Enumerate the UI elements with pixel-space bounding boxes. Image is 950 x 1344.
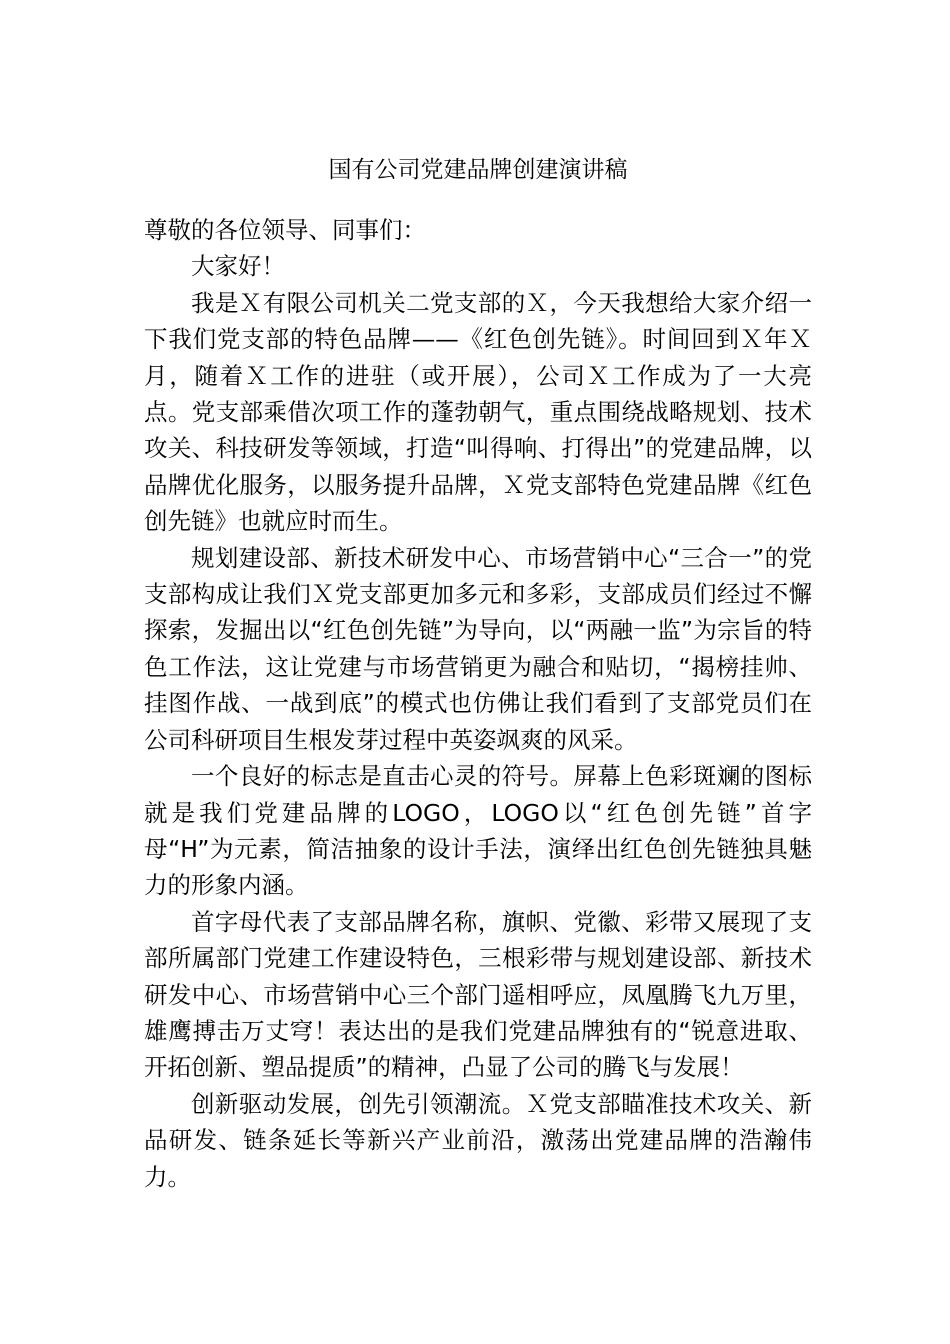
paragraph-innovation: 创新驱动发展，创先引领潮流。Ｘ党支部瞄准技术攻关、新品研发、链条延长等新兴产业前沿，激荡出党建品牌的浩瀚伟力。 — [144, 1089, 812, 1191]
paragraph-logo: 一个良好的标志是直击心灵的符号。屏幕上色彩斑斓的图标就是我们党建品牌的LOGO，LOGO以“红色创先链”首字母“H”为元素，简洁抽象的设计手法，演绎出红色创先链独具魅力的形象内涵。 — [144, 762, 812, 900]
paragraph-greeting: 大家好！ — [191, 252, 285, 281]
salutation: 尊敬的各位领导、同事们： — [144, 216, 426, 244]
document-page — [144, 150, 812, 1195]
paragraph-introduction: 我是Ｘ有限公司机关二党支部的Ｘ，今天我想给大家介绍一下我们党支部的特色品牌——《红色创先链》。时间回到Ｘ年Ｘ月，随着Ｘ工作的进驻（或开展），公司Ｘ工作成为了一大亮点。党支部乘借次项工作的蓬勃朝气，重点围绕战略规划、技术攻关、科技研发等领域，打造“叫得响、打得出”的党建品牌，以品牌优化服务，以服务提升品牌，Ｘ党支部特色党建品牌《红色创先链》也就应时而生。 — [144, 288, 812, 536]
document-title: 国有公司党建品牌创建演讲稿 — [328, 157, 628, 183]
paragraph-branch-structure: 规划建设部、新技术研发中心、市场营销中心“三合一”的党支部构成让我们Ｘ党支部更加多元和多彩，支部成员们经过不懈探索，发掘出以“红色创先链”为导向，以“两融一监”为宗旨的特色工作法，这让党建与市场营销更为融合和贴切，“揭榜挂帅、挂图作战、一战到底”的模式也仿佛让我们看到了支部党员们在公司科研项目生根发芽过程中英姿飒爽的风采。 — [144, 543, 812, 754]
paragraph-logo-meaning: 首字母代表了支部品牌名称，旗帜、党徽、彩带又展现了支部所属部门党建工作建设特色，三根彩带与规划建设部、新技术研发中心、市场营销中心三个部门遥相呼应，凤凰腾飞九万里，雄鹰搏击万丈穹！表达出的是我们党建品牌独有的“锐意进取、开拓创新、塑品提质”的精神，凸显了公司的腾飞与发展！ — [144, 907, 812, 1082]
